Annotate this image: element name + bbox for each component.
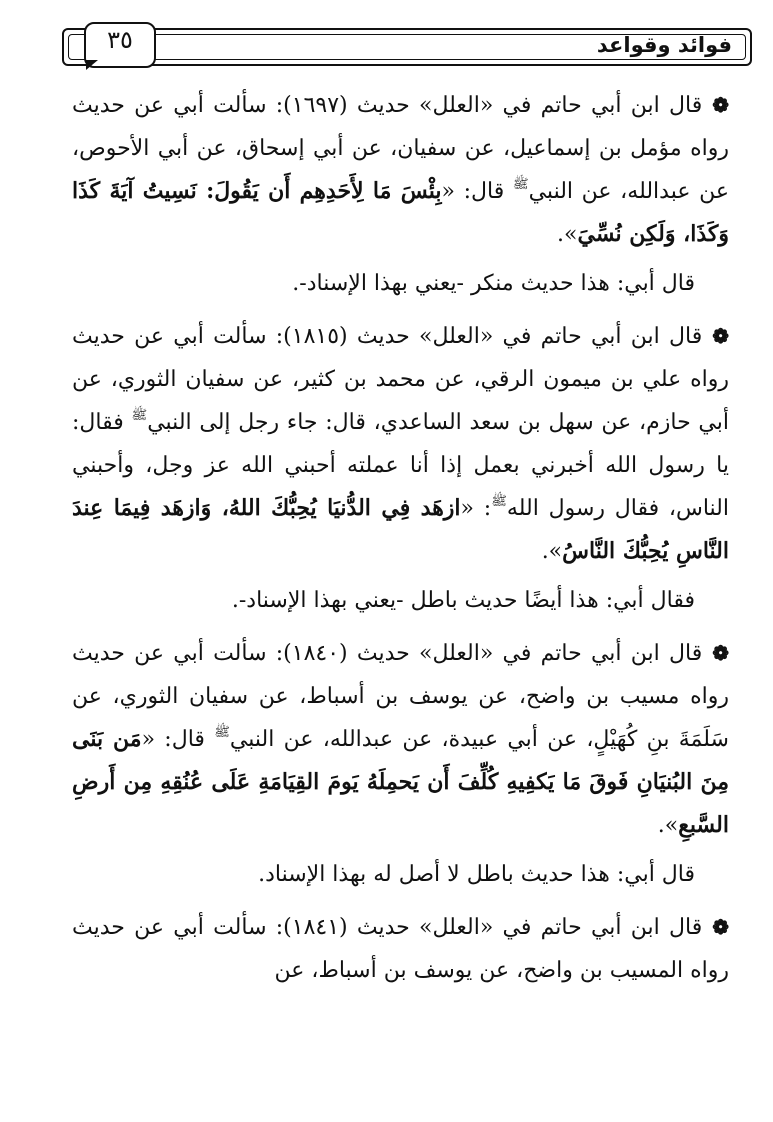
star-flower-icon: ❁ — [712, 93, 729, 117]
entry-text: : « — [460, 496, 492, 521]
hadith-text: بِئْسَ مَا لِأَحَدِهِم أَن يَقُولَ: نَسِيتُ آيَةَ كَذَا وَكَذَا، وَلَكِن نُسِّيَ — [72, 178, 729, 247]
entry-text: فقال: يا رسول الله أخبرني بعمل إذا أنا عملته أحبني الله عز وجل، وأحبني الناس، فقال رسول الله — [72, 410, 729, 521]
star-flower-icon: ❁ — [712, 324, 729, 348]
verdict-text: قال أبي: هذا حديث باطل لا أصل له بهذا الإسناد. — [258, 862, 695, 887]
entry-text: قال ابن أبي حاتم في «العلل» حديث (١٨٤١): سألت أبي عن حديث رواه المسيب بن واضح، عن يوسف بن أسباط، عن — [72, 915, 729, 983]
page-number-badge-tail — [86, 60, 98, 70]
entry-text: قال ابن أبي حاتم في «العلل» حديث (١٦٩٧): سألت أبي عن حديث رواه مؤمل بن إسماعيل، عن سفيان، عن أبي إسحاق، عن أبي الأحوص، عن عبدالله، عن النبي — [72, 93, 729, 204]
hadith-text: مَن بَنَى مِنَ البُنيَانِ فَوقَ مَا يَكفِيهِ كُلِّفَ أَن يَحمِلَهُ يَومَ القِيَامَةِ عَلَى عُنُقِهِ مِن أَرضِ السَّبعِ — [72, 726, 729, 838]
salawat-glyph: ﷺ — [214, 725, 230, 740]
salawat-glyph: ﷺ — [491, 494, 507, 509]
page-body — [72, 84, 729, 998]
verdict-text: قال أبي: هذا حديث منكر -يعني بهذا الإسناد-. — [292, 271, 695, 296]
hadith-entry — [72, 315, 729, 573]
page-header — [62, 28, 752, 66]
entry-text: ». — [657, 813, 679, 838]
verdict-text: فقال أبي: هذا أيضًا حديث باطل -يعني بهذا الإسناد-. — [231, 588, 695, 613]
page-number: ٣٥ — [107, 26, 133, 54]
running-title: فوائد وقواعد — [596, 33, 732, 57]
entry-text: ». — [557, 222, 578, 247]
entry-text: ». — [541, 539, 563, 564]
hadith-entry — [72, 906, 729, 992]
star-flower-icon: ❁ — [712, 915, 729, 939]
entry-text: قال ابن أبي حاتم في «العلل» حديث (١٨٤٠): سألت أبي عن حديث رواه مسيب بن واضح، عن يوسف بن أسباط، عن سفيان الثوري، عن سَلَمَةَ بنِ كُهَيْلٍ، عن أبي عبيدة، عن عبدالله، عن النبي — [72, 641, 729, 752]
entry-text: قال: « — [141, 727, 215, 752]
hadith-text: ازهَد فِي الدُّنيَا يُحِبُّكَ اللهُ، وَازهَد فِيمَا عِندَ النَّاسِ يُحِبُّكَ النَّاسُ — [72, 495, 729, 564]
star-flower-icon: ❁ — [712, 641, 729, 665]
hadith-entry — [72, 632, 729, 847]
salawat-glyph: ﷺ — [131, 408, 148, 423]
salawat-glyph: ﷺ — [512, 177, 529, 192]
entry-text: قال: « — [441, 179, 513, 204]
entry-text: قال ابن أبي حاتم في «العلل» حديث (١٨١٥): سألت أبي عن حديث رواه علي بن ميمون الرقي، عن محمد بن كثير، عن سفيان الثوري، عن أبي حازم، عن سهل بن سعد الساعدي، قال: جاء رجل إلى النبي — [72, 324, 729, 435]
hadith-entry — [72, 84, 729, 256]
